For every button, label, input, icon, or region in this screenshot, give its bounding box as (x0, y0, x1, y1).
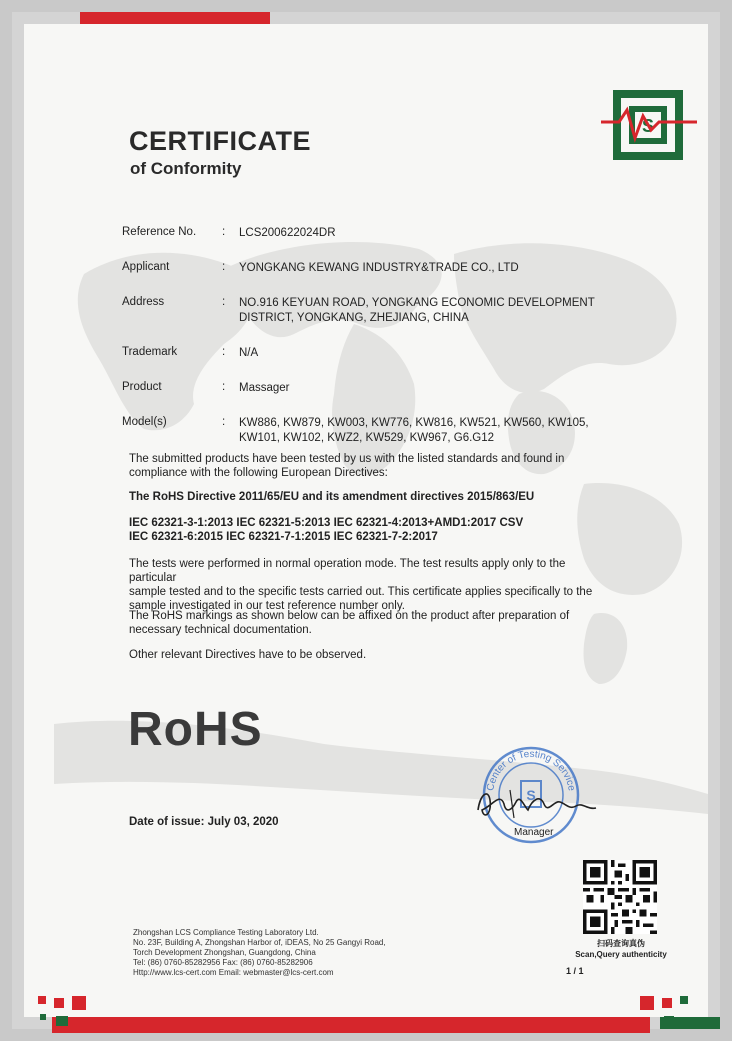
directive-text: The RoHS Directive 2011/65/EU and its amendment directives 2015/863/EU (129, 491, 535, 503)
field-colon: : (222, 381, 226, 393)
footer-line-5: Http://www.lcs-cert.com Email: webmaster@lcs-cert.com (133, 968, 334, 977)
field-colon: : (222, 296, 226, 308)
field-value-models (239, 416, 639, 446)
page-number: 1 / 1 (566, 966, 584, 976)
field-label: Trademark (122, 346, 178, 358)
markings-paragraph (129, 609, 599, 637)
markings-line-1: The RoHS markings as shown below can be affixed on the product after preparation of (129, 610, 570, 622)
models-line-1: KW886, KW879, KW003, KW776, KW816, KW521, KW560, KW105, (239, 417, 589, 429)
field-label: Applicant (122, 261, 170, 273)
qr-label-chinese: 扫码查询真伪 (597, 939, 645, 948)
standards-list (129, 516, 599, 544)
field-label: Product (122, 381, 162, 393)
standards-line-1: IEC 62321-3-1:2013 IEC 62321-5:2013 IEC 62321-4:2013+AMD1:2017 CSV (129, 517, 524, 529)
intro-line-2: compliance with the following European Directives: (129, 467, 388, 479)
qr-code-icon[interactable] (583, 860, 657, 934)
rohs-mark: RoHS (128, 703, 263, 756)
footer-line-1: Zhongshan LCS Compliance Testing Laboratory Ltd. (133, 928, 319, 937)
other-directives-text: Other relevant Directives have to be observed. (129, 649, 367, 661)
field-label: Address (122, 296, 165, 308)
field-value-product: Massager (239, 382, 290, 394)
footer-line-2: No. 23F, Building A, Zhongshan Harbor of, iDEAS, No 25 Gangyi Road, (133, 938, 386, 947)
manager-label: Manager (514, 827, 554, 838)
svg-text:S: S (526, 787, 536, 803)
certificate-title: CERTIFICATE (129, 126, 311, 156)
intro-line-1: The submitted products have been tested by us with the listed standards and found in (129, 453, 565, 465)
intro-paragraph (129, 452, 599, 480)
svg-text:S: S (641, 116, 655, 136)
footer-line-3: Torch Development Zhongshan, Guangdong, China (133, 948, 316, 957)
tests-line-1: The tests were performed in normal operation mode. The test results apply only to the particular (129, 558, 566, 584)
tests-line-2: sample tested and to the specific tests carried out. This certificate applies specifically to the (129, 586, 593, 598)
address-line-1: NO.916 KEYUAN ROAD, YONGKANG ECONOMIC DEVELOPMENT (239, 297, 595, 309)
issue-date: Date of issue: July 03, 2020 (129, 816, 279, 828)
certificate-subtitle: of Conformity (130, 159, 242, 178)
field-label: Reference No. (122, 226, 197, 238)
qr-label-english: Scan,Query authenticity (575, 950, 667, 959)
field-value-trademark: N/A (239, 347, 259, 359)
tests-line-3: sample investigated in our test reference number only. (129, 600, 405, 612)
models-line-2: KW101, KW102, KWZ2, KW529, KW967, G6.G12 (239, 432, 495, 444)
markings-line-2: necessary technical documentation. (129, 624, 312, 636)
bottom-red-bar (52, 1017, 650, 1033)
field-value-address (239, 296, 639, 326)
field-label: Model(s) (122, 416, 167, 428)
standards-line-2: IEC 62321-6:2015 IEC 62321-7-1:2015 IEC 62321-7-2:2017 (129, 531, 438, 543)
address-line-2: DISTRICT, YONGKANG, ZHEJIANG, CHINA (239, 312, 469, 324)
field-value-reference: LCS200622024DR (239, 227, 336, 239)
tests-paragraph (129, 557, 609, 613)
footer-line-4: Tel: (86) 0760-85282956 Fax: (86) 0760-85282906 (133, 958, 313, 967)
manager-signature (470, 780, 605, 825)
field-colon: : (222, 416, 226, 428)
seal-text: Center of Testing Service (485, 748, 577, 792)
field-colon: : (222, 226, 226, 238)
field-colon: : (222, 346, 226, 358)
lab-address-footer (133, 928, 386, 978)
field-value-applicant: YONGKANG KEWANG INDUSTRY&TRADE CO., LTD (239, 262, 519, 274)
field-colon: : (222, 261, 226, 273)
lcs-logo-icon (599, 86, 699, 164)
